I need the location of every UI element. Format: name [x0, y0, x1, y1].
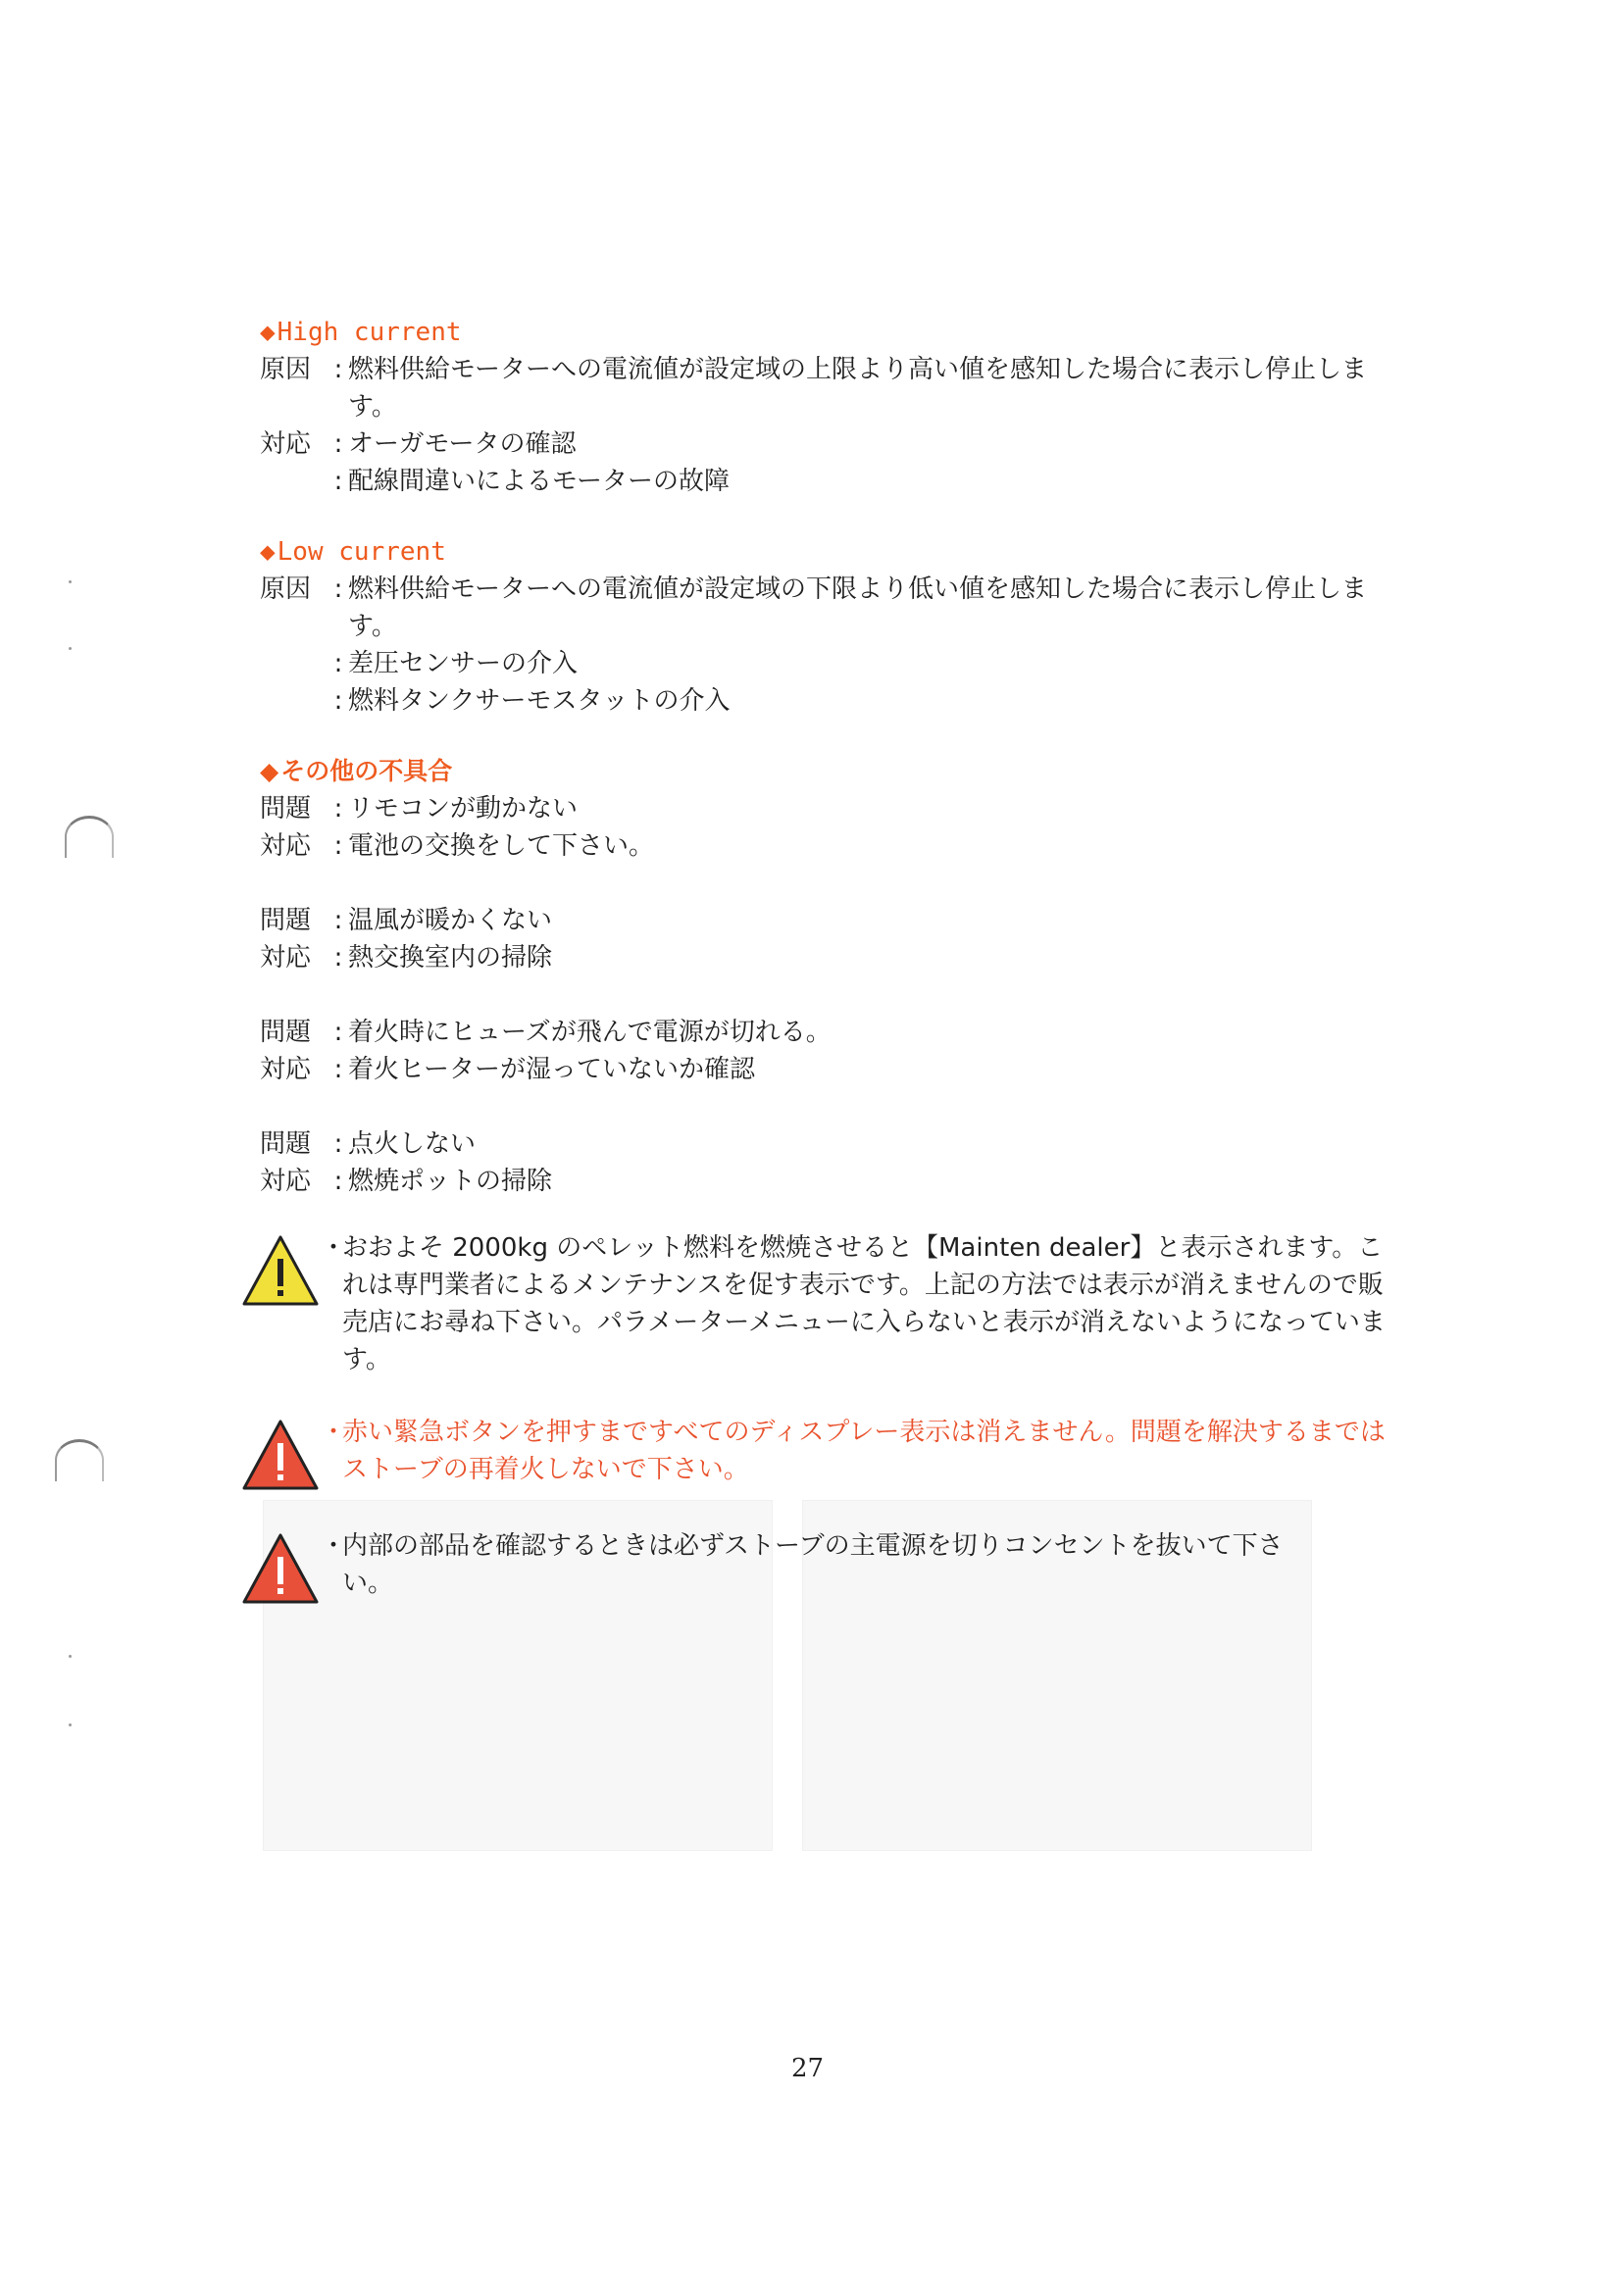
other-problems-section	[260, 753, 1388, 1200]
action-row: 対応 : 熱交換室内の掃除	[260, 939, 1388, 976]
action-text: オーガモータの確認	[348, 429, 577, 459]
scan-speck	[69, 580, 72, 583]
scan-speck	[69, 1655, 72, 1658]
cause-text: 燃料供給モーターへの電流値が設定域の下限より低い値を感知した場合に表示し停止します。	[348, 574, 1367, 641]
problem-text: 点火しない	[348, 1129, 477, 1159]
cause-item-row: : 燃料タンクサーモスタットの介入	[260, 682, 1388, 720]
problem-label: 問題	[260, 1018, 312, 1047]
problem-pair	[260, 1125, 1388, 1200]
section-heading: ◆Low current	[260, 537, 446, 567]
action-row: 対応 : オーガモータの確認	[260, 425, 1388, 463]
problem-text: リモコンが動かない	[348, 794, 579, 824]
punch-hole-bottom	[55, 1439, 104, 1481]
warning-text: 内部の部品を確認するときは必ずストーブの主電源を切りコンセントを抜いて下さい。	[342, 1531, 1284, 1598]
main-content	[260, 314, 1388, 1641]
diamond-icon: ◆	[260, 318, 276, 347]
problem-label: 問題	[260, 1129, 312, 1159]
cause-text: 燃料供給モーターへの電流値が設定域の上限より高い値を感知した場合に表示し停止します。	[348, 355, 1367, 422]
problem-row: 問題 : リモコンが動かない	[260, 790, 1388, 827]
action-label: 対応	[260, 429, 312, 459]
low-current-section	[260, 533, 1388, 720]
problem-row: 問題 : 温風が暖かくない	[260, 902, 1388, 939]
action-text: 熱交換室内の掃除	[348, 943, 553, 973]
emergency-button-warning: ・ 赤い緊急ボタンを押すまですべてのディスプレー表示は消えません。問題を解決するまではストーブの再着火しないで下さい。	[240, 1414, 1388, 1492]
action-text: 燃焼ポットの掃除	[348, 1167, 553, 1196]
section-heading: ◆その他の不具合	[260, 757, 453, 785]
cause-row: 原因 : 燃料供給モーターへの電流値が設定域の下限より低い値を感知した場合に表示し停止します。	[260, 571, 1388, 645]
warning-text: 赤い緊急ボタンを押すまですべてのディスプレー表示は消えません。問題を解決するまではストーブの再着火しないで下さい。	[342, 1418, 1386, 1484]
problem-label: 問題	[260, 906, 312, 935]
action-text: 電池の交換をして下さい。	[348, 831, 655, 861]
problem-label: 問題	[260, 794, 312, 824]
section-heading: ◆High current	[260, 318, 462, 347]
problem-row: 問題 : 点火しない	[260, 1125, 1388, 1163]
problem-text: 温風が暖かくない	[348, 906, 553, 935]
action-text: 着火ヒーターが湿っていないか確認	[348, 1055, 755, 1084]
warning-text: おおよそ 2000kg のペレット燃料を燃焼させると【Mainten dealer】と表示されます。これは専門業者によるメンテナンスを促す表示です。上記の方法では表示が消えませんので販売店にお尋ね下さい。パラメーターメニューに入らないと表示が消えないようになっています。	[342, 1233, 1386, 1374]
caution-triangle-icon	[240, 1233, 321, 1308]
problem-pair	[260, 902, 1388, 976]
action-text: 配線間違いによるモーターの故障	[348, 467, 730, 496]
problem-text: 着火時にヒューズが飛んで電源が切れる。	[348, 1018, 832, 1047]
power-off-warning: ・ 内部の部品を確認するときは必ずストーブの主電源を切りコンセントを抜いて下さい。	[240, 1527, 1388, 1606]
cause-label: 原因	[260, 355, 312, 384]
action-row: 対応 : 燃焼ポットの掃除	[260, 1163, 1388, 1200]
action-row: : 配線間違いによるモーターの故障	[260, 463, 1388, 500]
cause-item: 差圧センサーの介入	[348, 649, 579, 678]
action-row: 対応 : 着火ヒーターが湿っていないか確認	[260, 1051, 1388, 1088]
action-label: 対応	[260, 1055, 312, 1084]
danger-triangle-icon	[240, 1531, 321, 1606]
danger-triangle-icon	[240, 1418, 321, 1492]
page-number: 27	[790, 2054, 825, 2083]
diamond-icon: ◆	[260, 757, 279, 785]
action-label: 対応	[260, 1167, 312, 1196]
problem-pair	[260, 790, 1388, 865]
maintenance-notice: ・ おおよそ 2000kg のペレット燃料を燃焼させると【Mainten dealer】と表示されます。これは専門業者によるメンテナンスを促す表示です。上記の方法では表示が消えませんので販売店にお尋ね下さい。パラメーターメニューに入らないと表示が消えないようになっています。	[240, 1229, 1388, 1378]
action-label: 対応	[260, 831, 312, 861]
scan-speck	[69, 647, 72, 650]
action-label: 対応	[260, 943, 312, 973]
cause-item-row: : 差圧センサーの介入	[260, 645, 1388, 682]
diamond-icon: ◆	[260, 537, 276, 567]
problem-pair	[260, 1014, 1388, 1088]
cause-row: 原因 : 燃料供給モーターへの電流値が設定域の上限より高い値を感知した場合に表示し停止します。	[260, 351, 1388, 425]
punch-hole-top	[65, 816, 114, 858]
cause-item: 燃料タンクサーモスタットの介入	[348, 686, 731, 716]
scan-speck	[69, 1723, 72, 1726]
action-row: 対応 : 電池の交換をして下さい。	[260, 827, 1388, 865]
high-current-section	[260, 314, 1388, 500]
problem-row: 問題 : 着火時にヒューズが飛んで電源が切れる。	[260, 1014, 1388, 1051]
cause-label: 原因	[260, 574, 312, 604]
